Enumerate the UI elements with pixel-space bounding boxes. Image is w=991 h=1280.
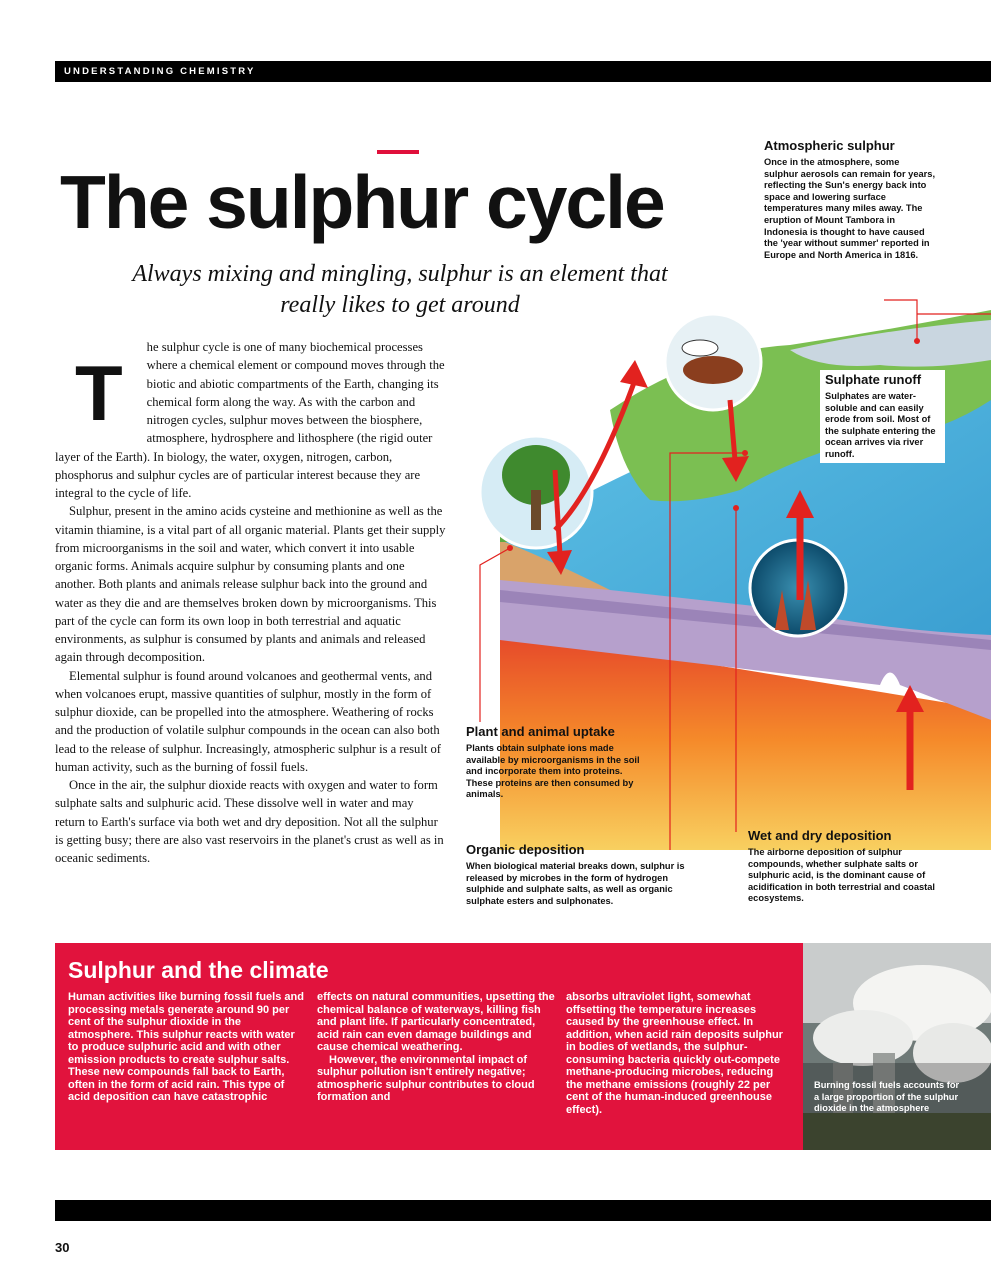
climate-column-3 bbox=[566, 991, 791, 1116]
callout-text: The airborne deposition of sulphur compounds, whether sulphate salts or sulphuric acid, is the dominant cause of acidification in both terrestrial and coastal ecosystems. bbox=[748, 847, 936, 904]
callout-atmospheric-sulphur bbox=[764, 138, 936, 261]
body-paragraph: T he sulphur cycle is one of many biochemical processes where a chemical element or compound moves through the biotic and abiotic compartments of the Earth, changing its chemical form along the way. As with the carbon and nitrogen cycles, sulphur moves between the biosphere, atmosphere, hydrosphere and lithosphere (the rigid outer layer of the Earth). In biology, the water, oxygen, nitrogen, carbon, phosphorus and sulphur cycles are of particular interest because they are integral to the cycle of life. bbox=[55, 340, 445, 500]
callout-organic-deposition bbox=[466, 842, 696, 907]
callout-plant-animal-uptake bbox=[466, 724, 646, 801]
article-body bbox=[55, 338, 446, 867]
body-paragraph: Elemental sulphur is found around volcanoes and geothermal vents, and when volcanoes erupt, massive quantities of sulphur, mostly in the form of sulphur dioxide, can be propelled into the atmosphere. Weathering of rocks and the production of volatile sulphur compounds in the ocean can also both lead to the release of sulphur. Increasingly, atmospheric sulphur is a result of human activity, such as the burning of fossil fuels. bbox=[55, 668, 441, 774]
climate-paragraph: However, the environmental impact of sulphur pollution isn't entirely negative; atmospheric sulphur contributes to cloud formation and bbox=[317, 1053, 535, 1103]
climate-paragraph: Human activities like burning fossil fuels and processing metals generate around 90 per cent of the sulphur dioxide in the atmosphere. This sulphur reacts with water to produce sulphuric acid and with other emission products to create sulphur salts. These new compounds fall back to Earth, often in the form of acid rain. This type of acid deposition can have catastrophic bbox=[68, 991, 304, 1103]
body-paragraph: Once in the air, the sulphur dioxide reacts with oxygen and water to form sulphate salts and sulphuric acid. These dissolve well in water and may return to Earth's surface via both wet and dry deposition. Not all the sulphur is getting busy; there are also vast reservoirs in the planet's crust as well as in oceanic sediments. bbox=[55, 778, 444, 865]
climate-column-1 bbox=[68, 991, 306, 1104]
callout-title: Atmospheric sulphur bbox=[764, 138, 895, 153]
climate-paragraph: effects on natural communities, upsetting the chemical balance of waterways, killing fish and plant life. If particularly concentrated, acid rain can even damage buildings and cause chemical weathering. bbox=[317, 991, 555, 1053]
title-accent-dash bbox=[377, 150, 419, 154]
callout-title: Wet and dry deposition bbox=[748, 828, 892, 843]
callout-wet-dry-deposition bbox=[748, 828, 948, 905]
page-title: The sulphur cycle bbox=[60, 160, 664, 244]
callout-title: Organic deposition bbox=[466, 842, 585, 857]
standfirst: Always mixing and mingling, sulphur is an element that really likes to get around bbox=[132, 261, 668, 318]
body-paragraph: Sulphur, present in the amino acids cysteine and methionine as well as the vitamin thiamine, is a vital part of all organic material. Plants get their supply from microorganisms in the soil and water, which convert it into usable organic forms. Animals acquire sulphur by consuming plants and one another. Both plants and animals release sulphur back into the ground and water as they die and are themselves broken down by microorganisms. This part of the cycle can form its own loop in both terrestrial and aquatic environments, as sulphur is consumed by plants and animals and released again through decomposition. bbox=[55, 504, 446, 665]
climate-column-2 bbox=[317, 991, 555, 1104]
callout-sulphate-runoff bbox=[820, 370, 945, 463]
callout-title: Sulphate runoff bbox=[825, 372, 922, 387]
climate-paragraph: absorbs ultraviolet light, somewhat offsetting the temperature increases caused by the greenhouse effect. In addition, when acid rain deposits sulphur in bodies of wetlands, the sulphur-consuming bacteria quickly out-compete methane-producing microbes, reducing the methane emissions (roughly 22 per cent of the human-induced greenhouse effect). bbox=[566, 991, 783, 1116]
page-number: 30 bbox=[55, 1240, 70, 1255]
footer-bar bbox=[55, 1200, 991, 1221]
climate-sidebar bbox=[55, 943, 803, 1150]
section-label: UNDERSTANDING CHEMISTRY bbox=[64, 66, 256, 77]
callout-text: When biological material breaks down, sulphur is released by microbes in the form of hydrogen sulphide and sulphate salts, as well as organic sulphate esters and sulphonates. bbox=[466, 861, 685, 906]
photo-caption: Burning fossil fuels accounts for a large proportion of the sulphur dioxide in the atmosphere bbox=[814, 1080, 960, 1113]
climate-title: Sulphur and the climate bbox=[68, 957, 329, 983]
power-station-photo bbox=[803, 943, 991, 1150]
callout-title: Plant and animal uptake bbox=[466, 724, 615, 739]
callout-text: Plants obtain sulphate ions made available by microorganisms in the soil and incorporate them into proteins. These proteins are then consumed by animals. bbox=[466, 743, 640, 800]
callout-text: Once in the atmosphere, some sulphur aerosols can remain for years, reflecting the Sun's energy back into space and lowering surface temperatures many miles away. The eruption of Mount Tambora in Indonesia is thought to have caused the 'year without summer' reported in Europe and North America in 1816. bbox=[764, 157, 936, 260]
callout-text: Sulphates are water-soluble and can easily erode from soil. Most of the sulphate entering the ocean arrives via river runoff. bbox=[825, 391, 936, 459]
drop-cap: T bbox=[75, 349, 123, 437]
